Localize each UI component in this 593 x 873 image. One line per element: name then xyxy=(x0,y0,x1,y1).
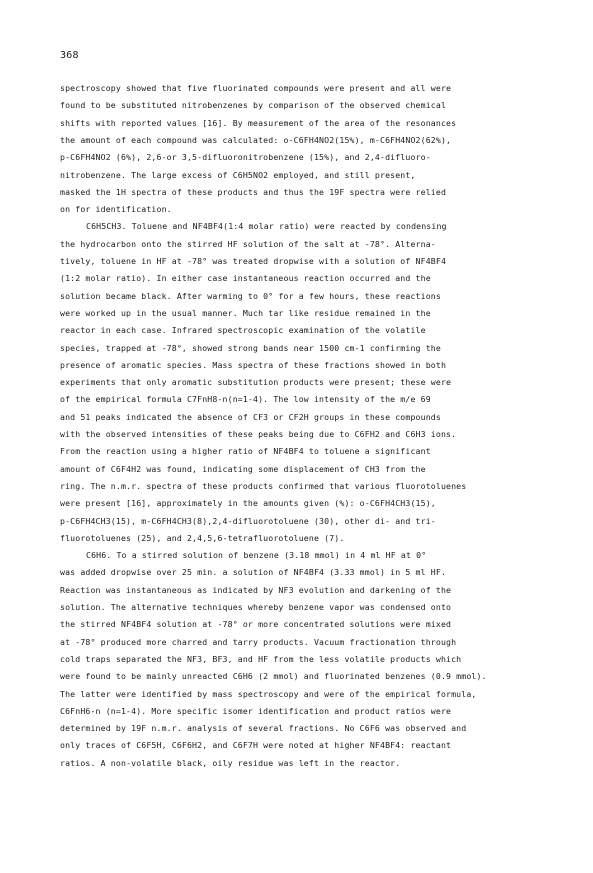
text-line: were present [16], approximately in the amounts given (%): o-C6FH4CH3(15), xyxy=(60,498,436,509)
text-line: (1:2 molar ratio). In either case instantaneous reaction occurred and the xyxy=(60,273,431,284)
page-number: 368 xyxy=(60,50,79,61)
text-line: at -78° produced more charred and tarry products. Vacuum fractionation through xyxy=(60,636,457,647)
text-line: p-C6FH4NO2 (6%), 2,6-or 3,5-difluoronitrobenzene (15%), and 2,4-difluoro- xyxy=(60,152,431,163)
text-line: C6FnH6-n (n=1-4). More specific isomer identification and product ratios were xyxy=(60,705,452,716)
text-line: found to be substituted nitrobenzenes by comparison of the observed chemical xyxy=(60,100,447,111)
text-line: only traces of C6F5H, C6F6H2, and C6F7H were noted at higher NF4BF4: reactant xyxy=(60,740,452,751)
text-line: and 51 peaks indicated the absence of CF3 or CF2H groups in these compounds xyxy=(60,411,441,422)
text-line: presence of aromatic species. Mass spectra of these fractions showed in both xyxy=(60,359,447,370)
text-line: spectroscopy showed that five fluorinated compounds were present and all were xyxy=(60,83,452,93)
text-line: were worked up in the usual manner. Much tar like residue remained in the xyxy=(60,307,431,318)
text-line: on for identification. xyxy=(60,204,172,215)
text-line: with the observed intensities of these peaks being due to C6FH2 and C6H3 ions. xyxy=(60,429,457,439)
text-line: C6H5CH3. Toluene and NF4BF4(1:4 molar ratio) were reacted by condensing xyxy=(86,221,447,232)
text-line: of the empirical formula C7FnH8-n(n=1-4). The low intensity of the m/e 69 xyxy=(60,394,431,405)
text-line: the amount of each compound was calculated: o-C6FH4NO2(15%), m-C6FH4NO2(62%), xyxy=(60,134,452,145)
text-line: fluorotoluenes (25), and 2,4,5,6-tetrafluorotoluene (7). xyxy=(60,532,345,543)
text-line: species, trapped at -78°, showed strong bands near 1500 cm-1 confirming the xyxy=(60,342,441,353)
text-line: masked the 1H spectra of these products and thus the 19F spectra were relied xyxy=(60,186,447,197)
text-line: were found to be mainly unreacted C6H6 (2 mmol) and fluorinated benzenes (0.9 mmol). xyxy=(60,671,487,682)
text-line: the stirred NF4BF4 solution at -78° or more concentrated solutions were mixed xyxy=(60,619,452,630)
text-line: solution. The alternative techniques whereby benzene vapor was condensed onto xyxy=(60,602,452,612)
text-line: tively, toluene in HF at -78° was treated dropwise with a solution of NF4BF4 xyxy=(60,256,447,266)
text-line: The latter were identified by mass spectroscopy and were of the empirical formula, xyxy=(60,688,477,699)
text-line: p-C6FH4CH3(15), m-C6FH4CH3(8),2,4-difluorotoluene (30), other di- and tri- xyxy=(60,515,436,526)
text-line: solution became black. After warming to 0° for a few hours, these reactions xyxy=(60,290,441,301)
text-line: determined by 19F n.m.r. analysis of several fractions. No C6F6 was observed and xyxy=(60,723,467,734)
text-line: was added dropwise over 25 min. a solution of NF4BF4 (3.33 mmol) in 5 ml HF. xyxy=(60,567,447,578)
text-line: nitrobenzene. The large excess of C6H5NO2 employed, and still present, xyxy=(60,169,416,180)
text-line: amount of C6F4H2 was found, indicating some displacement of CH3 from the xyxy=(60,463,426,474)
text-line: cold traps separated the NF3, BF3, and HF from the less volatile products which xyxy=(60,653,462,664)
text-line: From the reaction using a higher ratio of NF4BF4 to toluene a significant xyxy=(60,446,431,457)
text-line: ring. The n.m.r. spectra of these products confirmed that various fluorotoluenes xyxy=(60,480,467,491)
text-line: ratios. A non-volatile black, oily residue was left in the reactor. xyxy=(60,757,401,768)
text-line: Reaction was instantaneous as indicated by NF3 evolution and darkening of the xyxy=(60,584,452,595)
text-line: the hydrocarbon onto the stirred HF solution of the salt at -78°. Alterna- xyxy=(60,238,436,249)
text-line: reactor in each case. Infrared spectroscopic examination of the volatile xyxy=(60,325,426,336)
text-line: C6H6. To a stirred solution of benzene (3.18 mmol) in 4 ml HF at 0° xyxy=(86,550,427,561)
text-line: experiments that only aromatic substitution products were present; these were xyxy=(60,377,452,388)
text-line: shifts with reported values [16]. By measurement of the area of the resonances xyxy=(60,117,457,128)
